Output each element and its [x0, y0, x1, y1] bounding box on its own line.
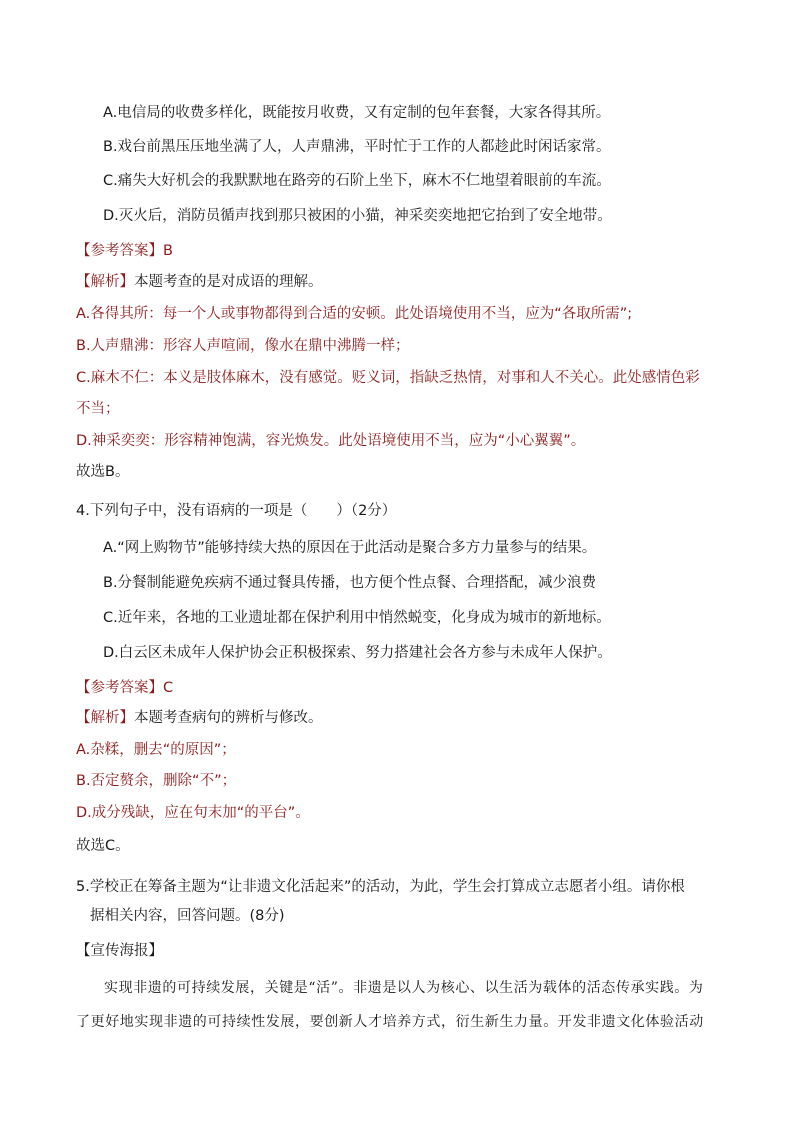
- q4-option-c: C.近年来，各地的工业遗址都在保护利用中悄然蜕变，化身成为城市的新地标。: [103, 610, 611, 626]
- q3-analysis: [76, 272, 323, 292]
- q4-stem: 4.下列句子中，没有语病的一项是（ ）（2分）: [76, 503, 397, 519]
- q3-option-b: B.戏台前黑压压地坐满了人，人声鼎沸，平时忙于工作的人都趁此时闲话家常。: [103, 139, 611, 155]
- q3-analysis-line-c: C.麻木不仁：本义是肢体麻木，没有感觉。贬义词，指缺乏热情，对事和人不关心。此处感情色彩: [76, 370, 700, 386]
- q4-answer-label: 【参考答案】: [76, 680, 163, 696]
- q4-option-d: D.白云区未成年人保护协会正积极探索、努力搭建社会各方参与未成年人保护。: [103, 645, 612, 661]
- q3-option-c: C.痛失大好机会的我默默地在路旁的石阶上坐下，麻木不仁地望着眼前的车流。: [103, 173, 611, 189]
- q3-option-a: A.电信局的收费多样化，既能按月收费，又有定制的包年套餐，大家各得其所。: [103, 105, 611, 121]
- q3-answer: [76, 241, 173, 261]
- q3-analysis-line-a: A.各得其所：每一个人或事物都得到合适的安顿。此处语境使用不当，应为“各取所需”;: [76, 306, 633, 322]
- q4-option-b: B.分餐制能避免疾病不通过餐具传播，也方便个性点餐、合理搭配，减少浪费: [103, 575, 597, 591]
- q3-conclusion: 故选B。: [76, 464, 130, 480]
- q3-option-d: D.灭火后，消防员循声找到那只被困的小猫，神采奕奕地把它抬到了安全地带。: [103, 208, 612, 224]
- q4-answer-value: C: [163, 680, 174, 696]
- q4-analysis-line-b: B.否定赘余，删除“不”；: [76, 773, 237, 789]
- q3-analysis-intro: 本题考查的是对成语的理解。: [134, 274, 323, 290]
- q5-poster-line2: 了更好地实现非遗的可持续性发展，要创新人才培养方式，衍生新生力量。开发非遗文化体验活动: [76, 1014, 704, 1030]
- q5-poster-line1: 实现非遗的可持续发展，关键是“活”。非遗是以人为核心、以生活为载体的活态传承实践。为: [104, 980, 704, 996]
- q5-stem-line2: 据相关内容，回答问题。(8分): [90, 908, 285, 924]
- q4-analysis: [76, 708, 323, 728]
- q3-analysis-line-c-cont: 不当；: [76, 401, 120, 417]
- q3-analysis-line-b: B.人声鼎沸：形容人声喧闹，像水在鼎中沸腾一样；: [76, 338, 410, 354]
- q4-analysis-label: 【解析】: [76, 710, 134, 726]
- q5-poster-label: 【宣传海报】: [76, 943, 163, 959]
- q4-answer: [76, 678, 173, 698]
- q3-analysis-line-d: D.神采奕奕：形容精神饱满，容光焕发。此处语境使用不当，应为“小心翼翼”。: [76, 433, 586, 449]
- q3-analysis-label: 【解析】: [76, 274, 134, 290]
- q4-conclusion: 故选C。: [76, 838, 130, 854]
- q3-answer-label: 【参考答案】: [76, 243, 163, 259]
- q5-stem-line1: 5.学校正在筹备主题为“让非遗文化活起来”的活动，为此，学生会打算成立志愿者小组。请你根: [76, 879, 685, 895]
- q4-analysis-line-d: D.成分残缺，应在句末加“的平台”。: [76, 805, 310, 821]
- q4-analysis-intro: 本题考查病句的辨析与修改。: [134, 710, 323, 726]
- q3-answer-value: B: [163, 243, 173, 259]
- q4-option-a: A.“网上购物节”能够持续大热的原因在于此活动是聚合多方力量参与的结果。: [103, 540, 597, 556]
- q4-analysis-line-a: A.杂糅，删去“的原因”；: [76, 742, 236, 758]
